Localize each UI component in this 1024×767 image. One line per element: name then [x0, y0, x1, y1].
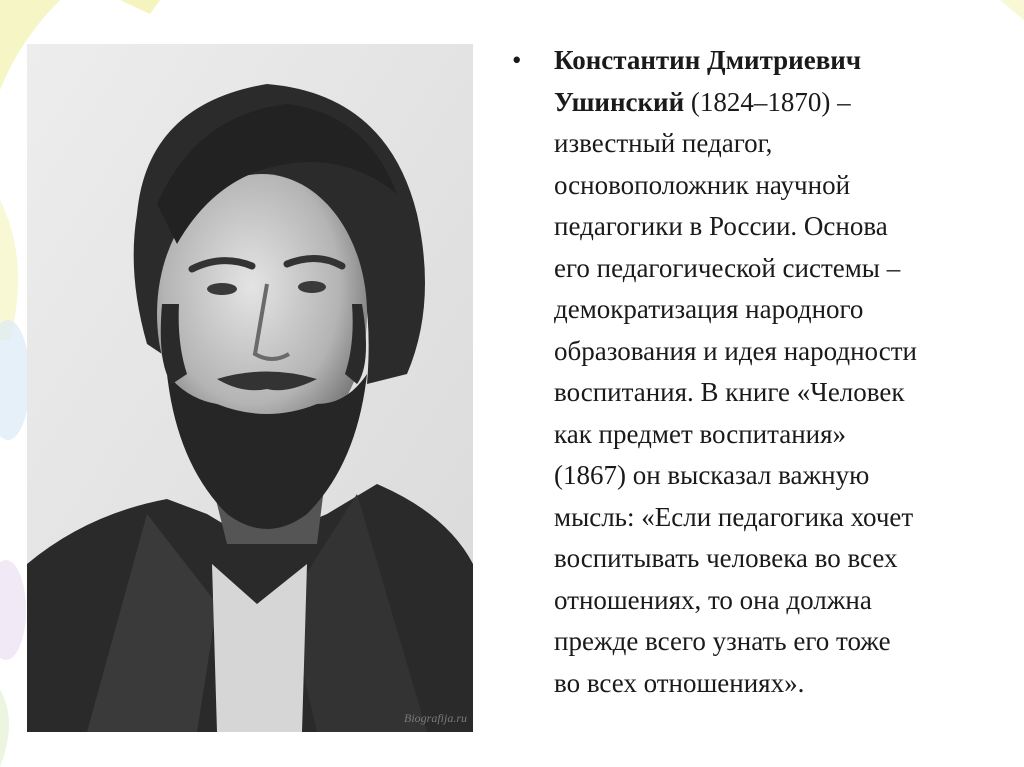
text-line: педагогики в России. Основа: [554, 211, 888, 241]
portrait-engraving: [27, 44, 473, 732]
text-line: прежде всего узнать его тоже: [554, 626, 891, 656]
text-line: мысль: «Если педагогика хочет: [554, 501, 914, 532]
text-line: отношениях, то она должна: [554, 584, 872, 615]
text-line: образования и идея народности: [554, 335, 917, 366]
text-line: демократизация народного: [554, 294, 864, 324]
text-line: (1867) он высказал важную: [554, 460, 870, 490]
text-line: его педагогической системы –: [554, 252, 901, 283]
text-line: известный педагог,: [554, 128, 773, 158]
name-line-1: Константин Дмитриевич: [554, 45, 862, 75]
text-line: как предмет воспитания»: [554, 418, 847, 449]
name-line-2: [554, 82, 851, 124]
years-text: (1824–1870) –: [684, 86, 851, 117]
portrait-image: [27, 44, 473, 732]
text-line: основоположник научной: [554, 169, 851, 200]
surname: Ушинский: [554, 86, 685, 117]
bullet-marker: •: [512, 45, 522, 75]
text-line: воспитания. В книге «Человек: [554, 377, 905, 407]
watermark-text: Biografija.ru: [403, 711, 467, 725]
text-line: во всех отношениях».: [554, 667, 805, 698]
text-line: воспитывать человека во всех: [554, 543, 898, 573]
